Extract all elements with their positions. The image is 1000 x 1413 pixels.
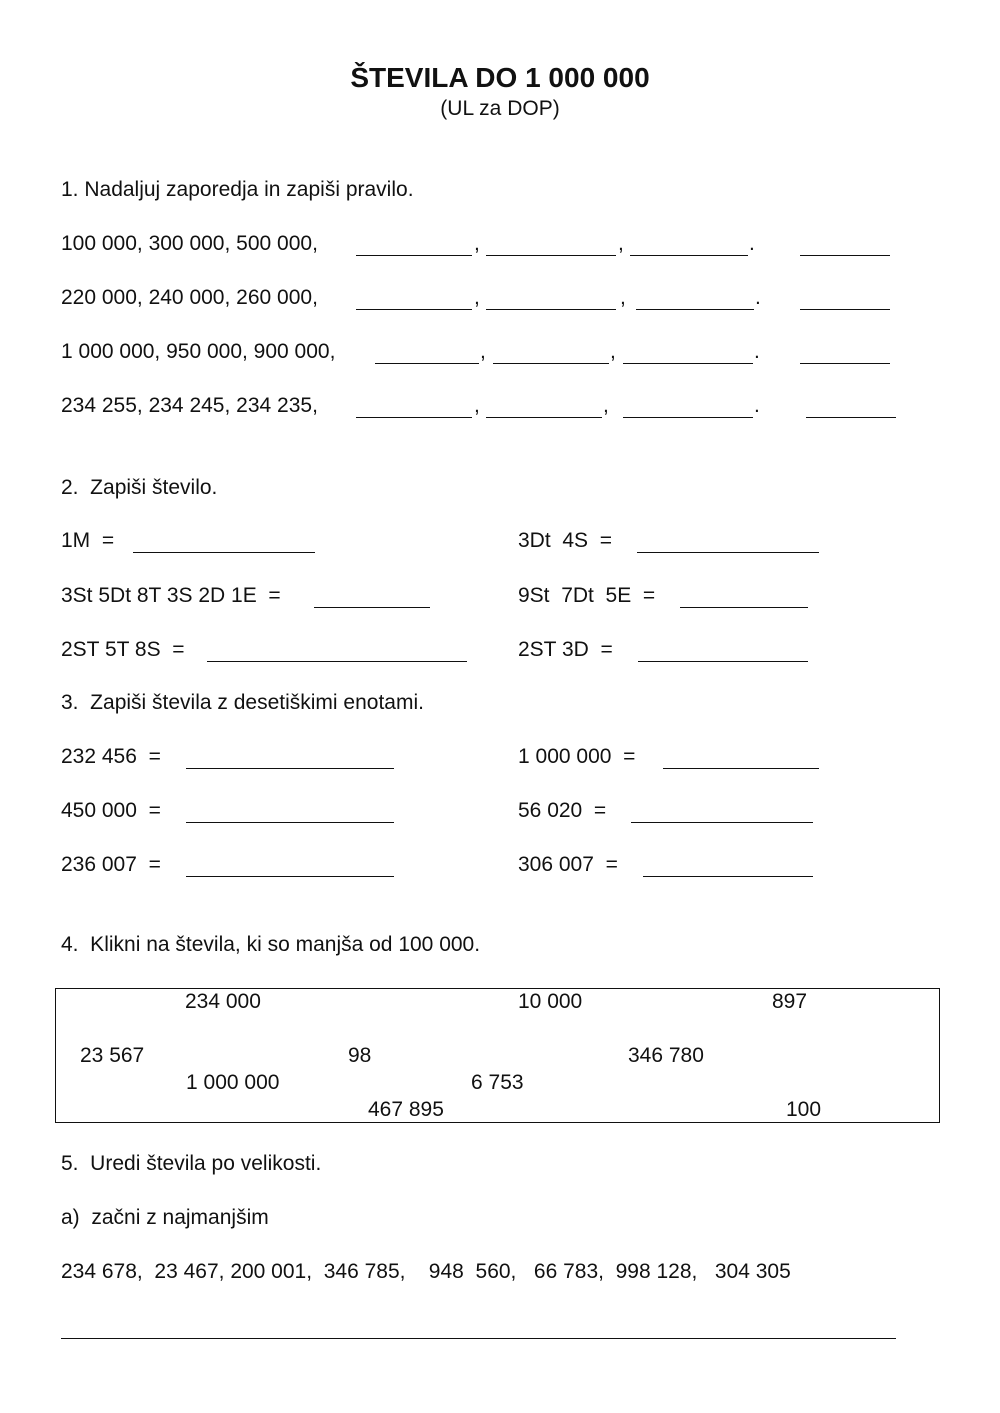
answer-blank[interactable] xyxy=(493,363,609,364)
clickable-number[interactable]: 23 567 xyxy=(80,1044,145,1067)
answer-blank[interactable] xyxy=(486,309,616,310)
answer-blank[interactable] xyxy=(356,255,472,256)
task4-heading: 4. Klikni na števila, ki so manjša od 100 000. xyxy=(61,933,481,956)
order-answer-line[interactable] xyxy=(61,1338,896,1339)
clickable-number[interactable]: 10 000 xyxy=(518,990,583,1013)
rule-blank[interactable] xyxy=(800,255,890,256)
answer-blank[interactable] xyxy=(356,309,472,310)
answer-blank[interactable] xyxy=(623,417,753,418)
clickable-number[interactable]: 6 753 xyxy=(471,1071,524,1094)
answer-blank[interactable] xyxy=(486,255,616,256)
rule-blank[interactable] xyxy=(806,417,896,418)
answer-blank[interactable] xyxy=(375,363,479,364)
rule-blank[interactable] xyxy=(800,363,890,364)
answer-blank[interactable] xyxy=(663,768,819,769)
sequence-prefix: 1 000 000, 950 000, 900 000, xyxy=(61,340,336,363)
answer-blank[interactable] xyxy=(636,309,754,310)
answer-blank[interactable] xyxy=(314,607,430,608)
answer-blank[interactable] xyxy=(186,768,394,769)
answer-blank[interactable] xyxy=(623,363,753,364)
clickable-number[interactable]: 100 xyxy=(786,1098,822,1121)
answer-blank[interactable] xyxy=(486,417,602,418)
sequence-prefix: 234 255, 234 245, 234 235, xyxy=(61,394,318,417)
period: . xyxy=(754,394,760,417)
expression-label: 3St 5Dt 8T 3S 2D 1E = xyxy=(61,584,281,607)
page-subtitle: (UL za DOP) xyxy=(440,97,560,120)
number-label: 306 007 = xyxy=(518,853,618,876)
answer-blank[interactable] xyxy=(186,876,394,877)
separator: , xyxy=(474,286,480,309)
expression-label: 1M = xyxy=(61,529,115,552)
expression-label: 9St 7Dt 5E = xyxy=(518,584,656,607)
answer-blank[interactable] xyxy=(637,552,819,553)
answer-blank[interactable] xyxy=(356,417,472,418)
rule-blank[interactable] xyxy=(800,309,890,310)
number-label: 236 007 = xyxy=(61,853,161,876)
answer-blank[interactable] xyxy=(643,876,813,877)
clickable-number[interactable]: 1 000 000 xyxy=(186,1071,280,1094)
page-title: ŠTEVILA DO 1 000 000 xyxy=(350,62,650,93)
number-label: 56 020 = xyxy=(518,799,607,822)
numbers-to-order: 234 678, 23 467, 200 001, 346 785, 948 560, 66 783, 998 128, 304 305 xyxy=(61,1260,791,1283)
number-label: 1 000 000 = xyxy=(518,745,636,768)
separator: , xyxy=(620,286,626,309)
sequence-prefix: 220 000, 240 000, 260 000, xyxy=(61,286,318,309)
separator: , xyxy=(610,340,616,363)
period: . xyxy=(754,340,760,363)
answer-blank[interactable] xyxy=(680,607,808,608)
expression-label: 2ST 3D = xyxy=(518,638,613,661)
task2-heading: 2. Zapiši število. xyxy=(61,476,218,499)
clickable-number[interactable]: 897 xyxy=(772,990,808,1013)
task5-subtask-a: a) začni z najmanjšim xyxy=(61,1206,269,1229)
number-label: 450 000 = xyxy=(61,799,161,822)
separator: , xyxy=(480,340,486,363)
expression-label: 2ST 5T 8S = xyxy=(61,638,185,661)
task5-heading: 5. Uredi števila po velikosti. xyxy=(61,1152,322,1175)
answer-blank[interactable] xyxy=(631,822,813,823)
number-label: 232 456 = xyxy=(61,745,161,768)
sequence-prefix: 100 000, 300 000, 500 000, xyxy=(61,232,318,255)
answer-blank[interactable] xyxy=(638,661,808,662)
period: . xyxy=(755,286,761,309)
clickable-number[interactable]: 98 xyxy=(348,1044,372,1067)
clickable-number[interactable]: 346 780 xyxy=(628,1044,704,1067)
answer-blank[interactable] xyxy=(133,552,315,553)
period: . xyxy=(749,232,755,255)
answer-blank[interactable] xyxy=(630,255,748,256)
clickable-number[interactable]: 234 000 xyxy=(185,990,261,1013)
answer-blank[interactable] xyxy=(207,661,467,662)
task3-heading: 3. Zapiši števila z desetiškimi enotami. xyxy=(61,691,424,714)
clickable-number[interactable]: 467 895 xyxy=(368,1098,444,1121)
answer-blank[interactable] xyxy=(186,822,394,823)
task1-heading: 1. Nadaljuj zaporedja in zapiši pravilo. xyxy=(61,178,414,201)
expression-label: 3Dt 4S = xyxy=(518,529,612,552)
separator: , xyxy=(603,394,609,417)
separator: , xyxy=(474,394,480,417)
separator: , xyxy=(474,232,480,255)
separator: , xyxy=(618,232,624,255)
